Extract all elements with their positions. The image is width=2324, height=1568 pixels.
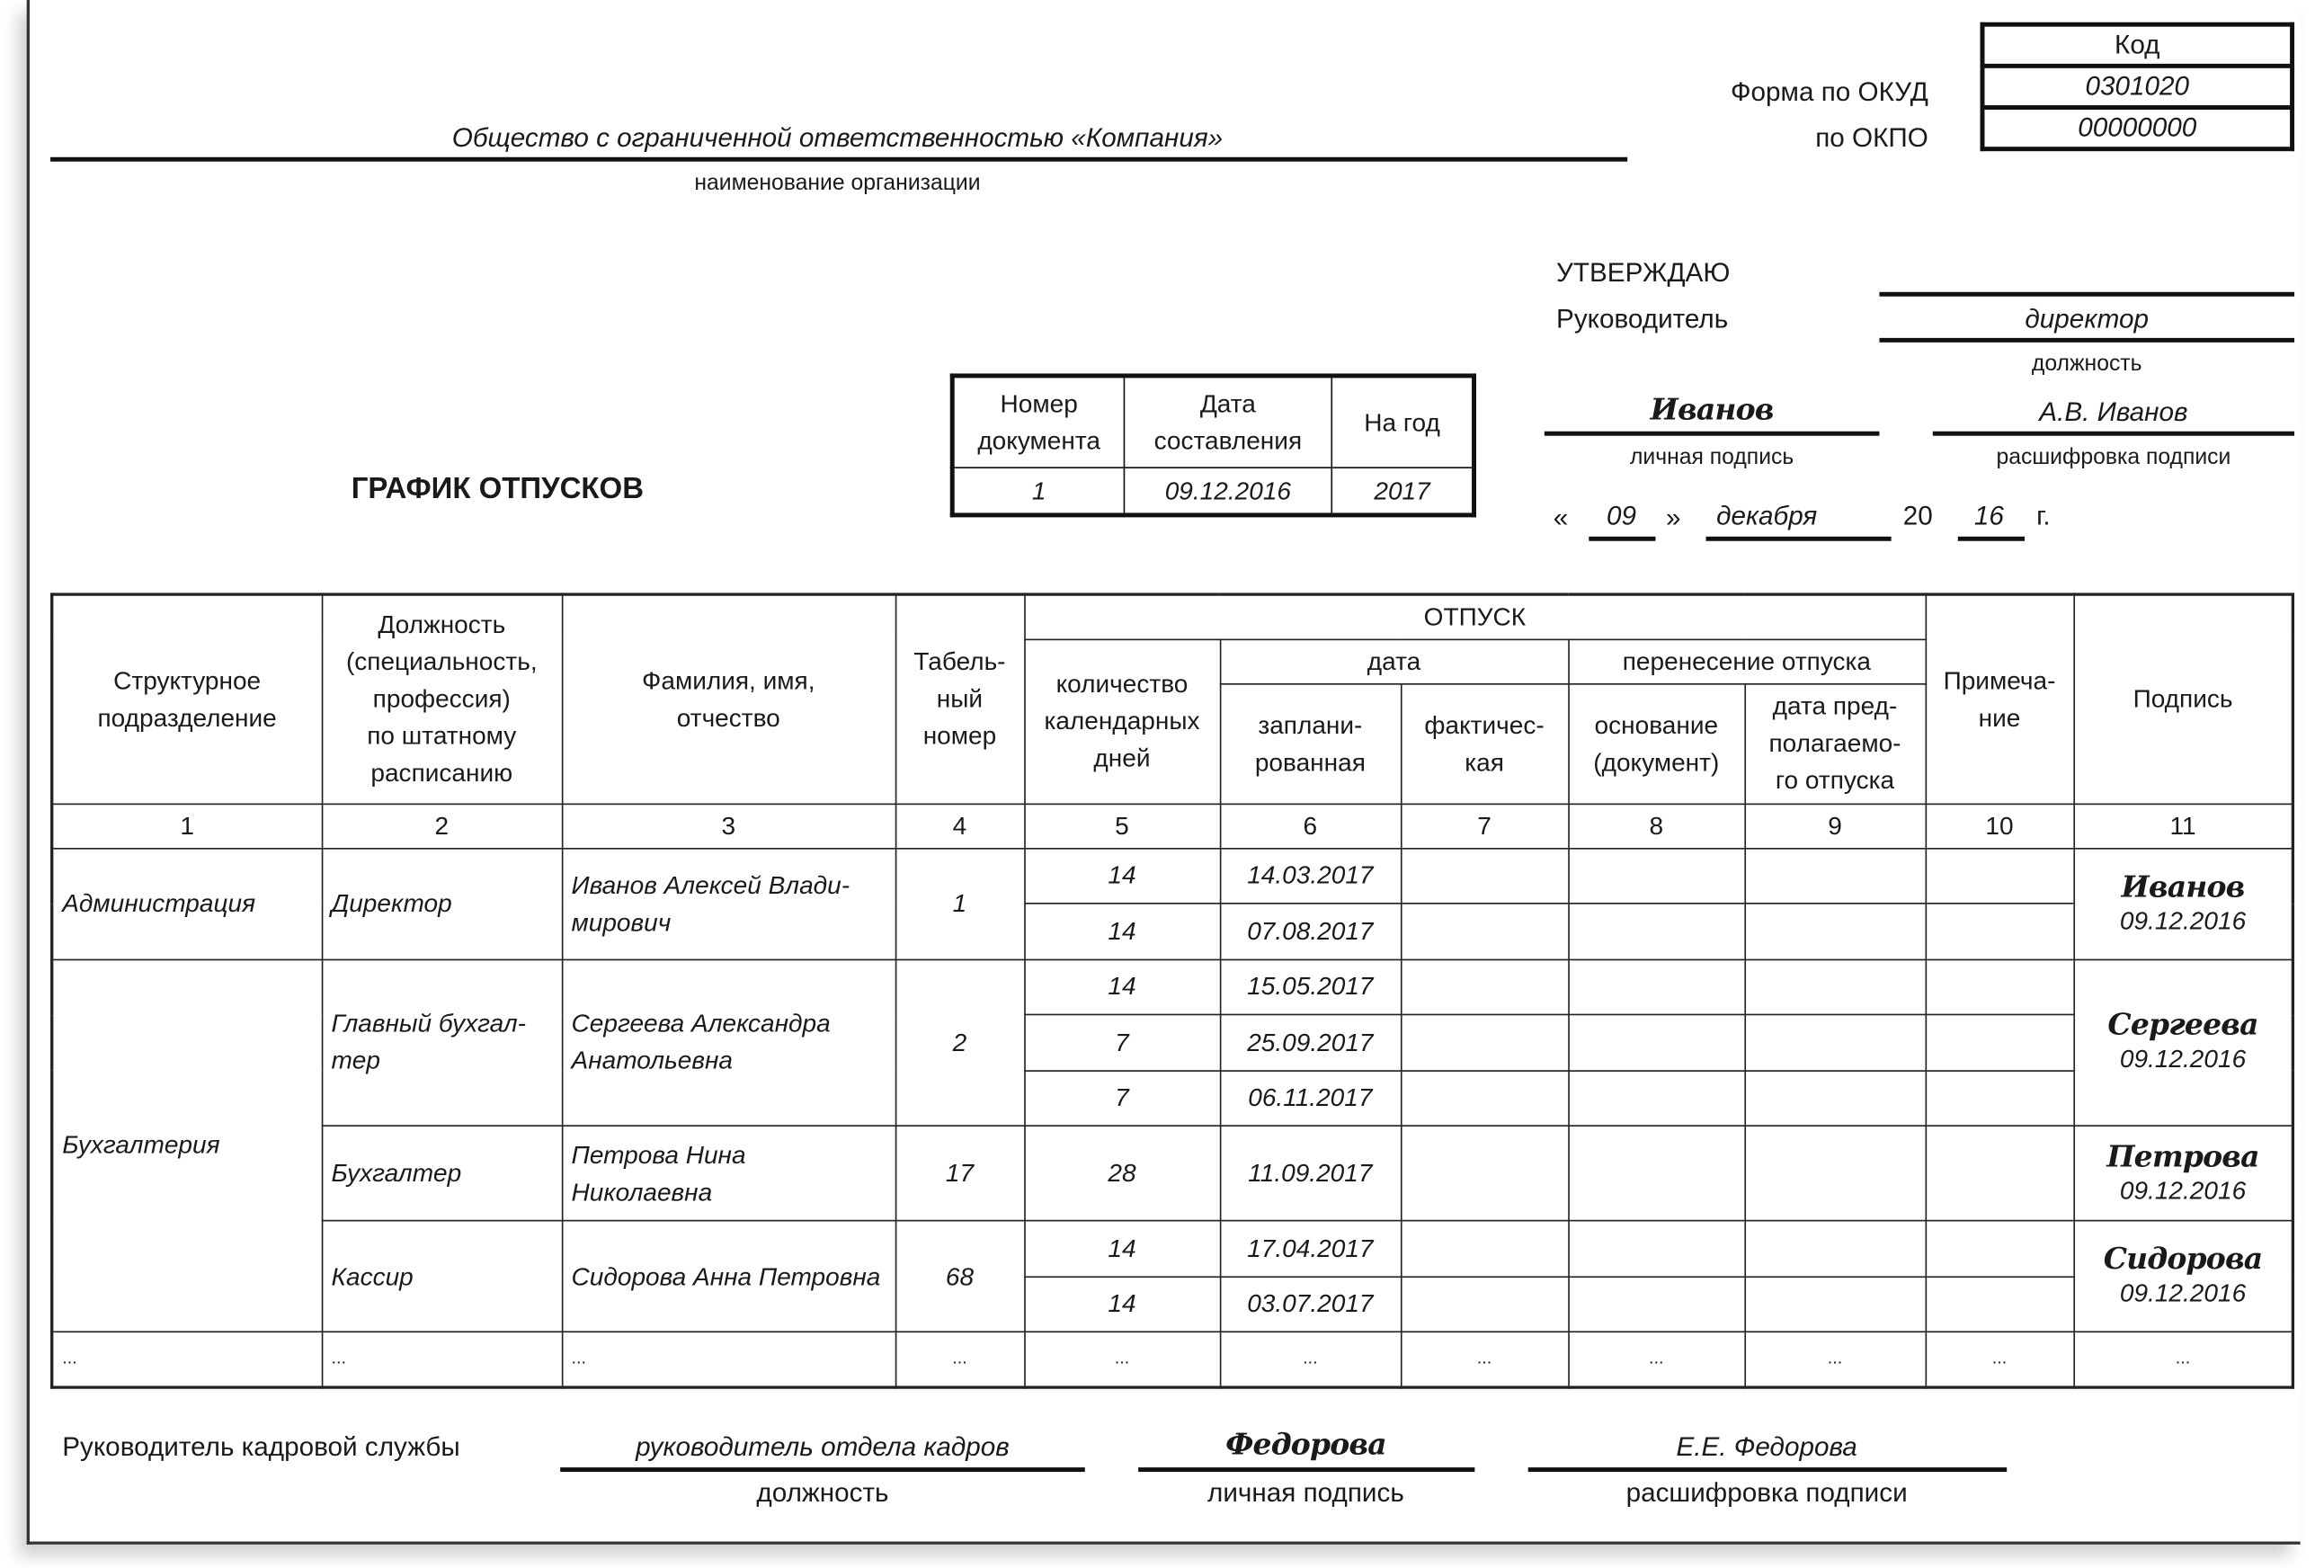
transfer-basis-cell [1568,959,1744,1015]
head-decoding: А.В. Иванов [2039,396,2188,427]
ellipsis-cell: ... [1024,1332,1220,1386]
actual-date-cell [1401,1126,1568,1221]
full-name-cell: Сидорова Анна Петровна [562,1221,895,1332]
actual-date-cell [1401,1014,1568,1070]
head-label: Руководитель [1556,303,1729,334]
note-cell [1926,1221,2074,1277]
column-number: 4 [895,804,1024,848]
expected-date-cell [1744,848,1925,904]
header-expected-date: дата пред- полагаемо- го отпуска [1744,683,1925,804]
okpo-value: 00000000 [1982,108,2293,149]
signature-date: 09.12.2016 [2119,906,2247,935]
header-planned: заплани- рованная [1220,683,1401,804]
header-actual: фактичес- кая [1401,683,1568,804]
position-line [1879,338,2294,343]
approve-top-line [1879,292,2294,297]
days-cell: 7 [1024,1014,1220,1070]
doc-number: 1 [952,468,1124,515]
planned-date-cell: 11.09.2017 [1220,1126,1401,1221]
tab-number-cell: 1 [895,848,1024,959]
year-prefix: 20 [1902,501,1933,531]
transfer-basis-cell [1568,1276,1744,1332]
column-number: 5 [1024,804,1220,848]
code-header: Код [1982,24,2293,66]
full-name-cell: Петрова Нина Николаевна [562,1126,895,1221]
signature-date: 09.12.2016 [2119,1045,2247,1074]
planned-date-cell: 03.07.2017 [1220,1276,1401,1332]
footer-signature-caption: личная подпись [1207,1477,1404,1508]
note-cell [1926,1070,2074,1126]
transfer-basis-cell [1568,1126,1744,1221]
note-cell [1926,848,2074,904]
expected-date-cell [1744,1126,1925,1221]
column-number: 9 [1744,804,1925,848]
decoding-line [1933,432,2294,436]
note-cell [1926,1014,2074,1070]
ellipsis-cell: ... [895,1332,1024,1386]
actual-date-cell [1401,1070,1568,1126]
footer-decoding: Е.Е. Федорова [1676,1431,1857,1462]
full-name-cell: Сергеева Александра Анатольевна [562,959,895,1126]
employee-signature: Сидорова [2103,1240,2263,1277]
header-department: Структурное подразделение [52,594,322,803]
days-cell: 7 [1024,1070,1220,1126]
signature-cell [2073,1126,2293,1221]
code-table [1981,22,2295,151]
transfer-basis-cell [1568,1070,1744,1126]
quote-close: » [1666,502,1681,532]
footer-signature: Федорова [1225,1425,1386,1462]
transfer-basis-cell [1568,1221,1744,1277]
full-name-cell: Иванов Алексей Влади- мирович [562,848,895,959]
header-basis: основание (документ) [1568,683,1744,804]
table-row [52,848,2293,904]
ellipsis-cell: ... [1220,1332,1401,1386]
ellipsis-cell: ... [1401,1332,1568,1386]
organization-line [50,157,1627,162]
days-cell: 14 [1024,904,1220,959]
column-number: 11 [2073,804,2293,848]
signature-cell [2073,1221,2293,1332]
actual-date-cell [1401,959,1568,1015]
doc-number-header: Номер документа [952,376,1124,468]
column-number: 1 [52,804,322,848]
actual-date-cell [1401,1221,1568,1277]
position-cell: Директор [322,848,562,959]
okud-value: 0301020 [1982,66,2293,107]
actual-date-cell [1401,904,1568,959]
footer-position-caption: должность [756,1477,889,1508]
signature-caption: личная подпись [1629,444,1794,470]
header-position: Должность (специальность, профессия) по штатному расписанию [322,594,562,803]
expected-date-cell [1744,1276,1925,1332]
expected-date-cell [1744,1070,1925,1126]
header-full-name: Фамилия, имя, отчество [562,594,895,803]
position-caption: должность [2031,351,2142,377]
ellipsis-cell: ... [52,1332,322,1386]
ellipsis-cell: ... [1568,1332,1744,1386]
column-number: 3 [562,804,895,848]
header-date-group: дата [1220,639,1568,683]
header-signature: Подпись [2073,594,2293,803]
position-cell: Главный бухгал- тер [322,959,562,1126]
tab-number-cell: 68 [895,1221,1024,1332]
days-cell: 14 [1024,848,1220,904]
approval-month: декабря [1716,501,1818,531]
signature-date: 09.12.2016 [2119,1176,2247,1205]
approve-label: УТВЕРЖДАЮ [1556,257,1731,288]
planned-date-cell: 06.11.2017 [1220,1070,1401,1126]
quote-open: « [1553,502,1569,532]
note-cell [1926,959,2074,1015]
head-position: директор [2025,303,2150,334]
position-cell: Бухгалтер [322,1126,562,1221]
doc-date: 09.12.2016 [1124,468,1331,515]
footer-decoding-caption: расшифровка подписи [1625,1477,1908,1508]
signature-cell [2073,959,2293,1126]
planned-date-cell: 14.03.2017 [1220,848,1401,904]
signature-line [1545,432,1880,436]
expected-date-cell [1744,959,1925,1015]
tab-number-cell: 2 [895,959,1024,1126]
planned-date-cell: 07.08.2017 [1220,904,1401,959]
month-line [1706,537,1892,541]
department-cell: Администрация [52,848,322,959]
header-days: количество календарных дней [1024,639,1220,804]
year-unit: г. [2036,501,2051,531]
footer-signature-line [1138,1467,1474,1472]
year-suffix: 16 [1973,501,2004,531]
actual-date-cell [1401,848,1568,904]
days-cell: 14 [1024,1276,1220,1332]
table-row [52,959,2293,1015]
vacation-schedule-table [50,592,2294,1387]
doc-date-header: Дата составления [1124,376,1331,468]
column-number-row [52,804,2293,848]
okpo-label: по ОКПО [1815,122,1928,153]
ellipsis-cell: ... [562,1332,895,1386]
header-tab-number: Табель- ный номер [895,594,1024,803]
doc-year: 2017 [1331,468,1474,515]
employee-signature: Иванов [2121,868,2245,904]
note-cell [1926,1276,2074,1332]
employee-signature: Петрова [2106,1137,2259,1173]
approval-day: 09 [1607,501,1637,531]
page-title: ГРАФИК ОТПУСКОВ [351,472,645,506]
year-line [1958,537,2025,541]
okud-label: Форма по ОКУД [1730,76,1928,107]
expected-date-cell [1744,1014,1925,1070]
table-row [52,1126,2293,1221]
signature-cell [2073,848,2293,959]
signature-date: 09.12.2016 [2119,1278,2247,1308]
table-row [52,1221,2293,1277]
ellipsis-cell: ... [2073,1332,2293,1386]
tab-number-cell: 17 [895,1126,1024,1221]
position-cell: Кассир [322,1221,562,1332]
expected-date-cell [1744,1221,1925,1277]
column-number: 8 [1568,804,1744,848]
department-cell: Бухгалтерия [52,959,322,1332]
transfer-basis-cell [1568,848,1744,904]
footer-decoding-line [1528,1467,2007,1472]
organization-name: Общество с ограниченной ответственностью «Компания» [451,122,1224,153]
ellipsis-row [52,1332,2293,1386]
column-number: 2 [322,804,562,848]
planned-date-cell: 15.05.2017 [1220,959,1401,1015]
note-cell [1926,904,2074,959]
days-cell: 28 [1024,1126,1220,1221]
decoding-caption: расшифровка подписи [1996,444,2231,470]
note-cell [1926,1126,2074,1221]
head-signature: Иванов [1650,391,1774,427]
header-note: Примеча- ние [1926,594,2074,803]
column-number: 7 [1401,804,1568,848]
expected-date-cell [1744,904,1925,959]
planned-date-cell: 17.04.2017 [1220,1221,1401,1277]
column-number: 10 [1926,804,2074,848]
transfer-basis-cell [1568,904,1744,959]
employee-signature: Сергеева [2107,1006,2258,1043]
header-transfer-group: перенесение отпуска [1568,639,1925,683]
day-line [1589,537,1655,541]
doc-year-header: На год [1331,376,1474,468]
transfer-basis-cell [1568,1014,1744,1070]
footer-position-line [560,1467,1085,1472]
header-vacation: ОТПУСК [1024,594,1925,638]
organization-caption: наименование организации [694,170,981,196]
footer-position: руководитель отдела кадров [636,1431,1010,1462]
document-info-table [950,373,1476,517]
footer-label: Руководитель кадровой службы [62,1431,460,1462]
planned-date-cell: 25.09.2017 [1220,1014,1401,1070]
ellipsis-cell: ... [322,1332,562,1386]
column-number: 6 [1220,804,1401,848]
actual-date-cell [1401,1276,1568,1332]
days-cell: 14 [1024,1221,1220,1277]
ellipsis-cell: ... [1744,1332,1925,1386]
days-cell: 14 [1024,959,1220,1015]
ellipsis-cell: ... [1926,1332,2074,1386]
